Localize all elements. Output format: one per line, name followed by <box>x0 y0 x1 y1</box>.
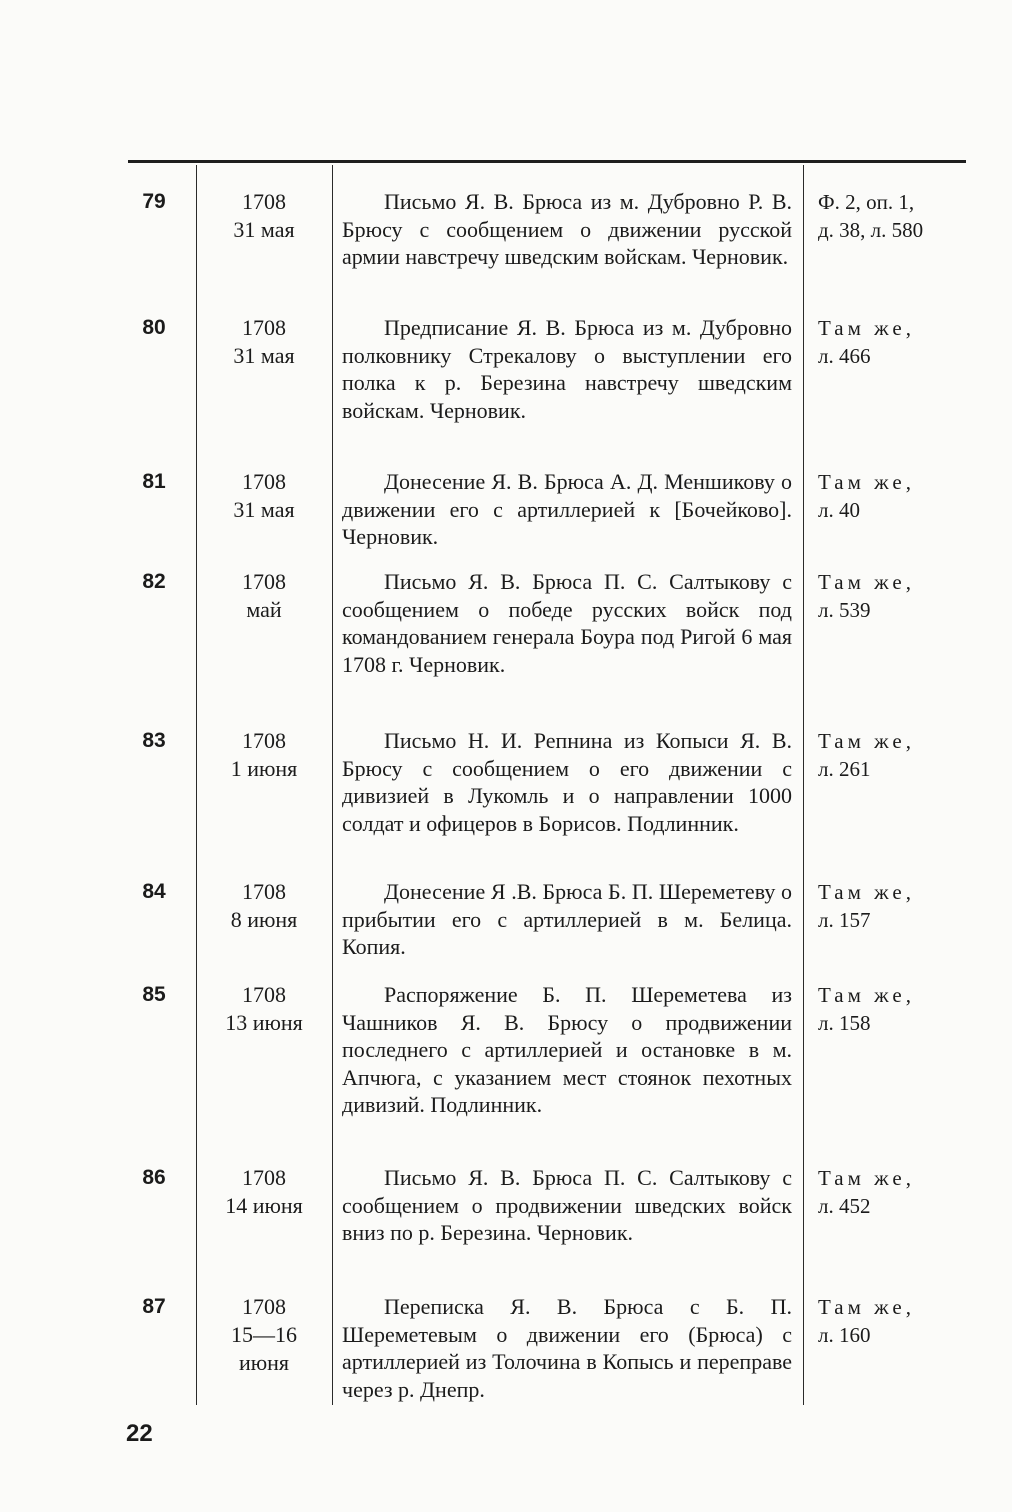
reference-line-1: Там же, <box>818 983 915 1007</box>
entry-reference <box>818 727 968 783</box>
entry-reference <box>818 468 968 524</box>
entry-description: Письмо Н. И. Репнина из Копыси Я. В. Брюсу с сообщением о его движении с дивизией в Лукомль и о направлении 1000 солдат и офицеров в Борисов. Подлинник. <box>342 728 792 836</box>
reference-line-2: л. 158 <box>818 1011 871 1035</box>
entry-day: 13 июня <box>225 1010 303 1035</box>
top-rule <box>128 160 966 163</box>
entry-year: 1708 <box>242 1165 286 1190</box>
entry-number: 83 <box>142 729 166 752</box>
entry-year: 1708 <box>242 879 286 904</box>
reference-line-2: л. 160 <box>818 1323 871 1347</box>
entry-number: 87 <box>142 1295 166 1318</box>
entry-reference <box>818 188 968 244</box>
entry-date <box>198 727 330 783</box>
entry-number: 79 <box>142 190 166 213</box>
entry-number: 86 <box>142 1166 166 1189</box>
entry-day: май <box>246 597 282 622</box>
entry-year: 1708 <box>242 982 286 1007</box>
entry-day: 8 июня <box>230 907 298 932</box>
reference-line-1: Там же, <box>818 880 915 904</box>
entry-date <box>198 468 330 524</box>
entry-description: Письмо Я. В. Брюса из м. Дубровно Р. В. Брюсу с сообщением о движении русской армии навстречу шведским войскам. Черновик. <box>342 189 792 269</box>
entry-date <box>198 314 330 370</box>
reference-line-2: л. 40 <box>818 498 860 522</box>
entry-date <box>198 878 330 934</box>
entry-day: 14 июня <box>225 1193 303 1218</box>
reference-line-1: Там же, <box>818 729 915 753</box>
entry-day: 31 мая <box>233 497 295 522</box>
entry-day: 31 мая <box>233 217 295 242</box>
entry-year: 1708 <box>242 315 286 340</box>
entry-year: 1708 <box>242 569 286 594</box>
column-divider <box>803 165 804 1405</box>
entry-description: Донесение Я. В. Брюса А. Д. Меншикову о движении его с артиллерией к [Бочейково]. Черновик. <box>342 469 792 549</box>
entry-date <box>198 1293 330 1377</box>
reference-line-1: Там же, <box>818 316 915 340</box>
entry-day: 15—16 <box>231 1322 297 1347</box>
reference-line-2: л. 466 <box>818 344 871 368</box>
entry-day: 31 мая <box>233 343 295 368</box>
reference-line-1: Там же, <box>818 1166 915 1190</box>
entry-description: Письмо Я. В. Брюса П. С. Салтыкову с сообщением о продвижении шведских войск вниз по р. Березина. Черновик. <box>342 1165 792 1245</box>
entry-number: 80 <box>142 316 166 339</box>
reference-line-2: л. 157 <box>818 908 871 932</box>
entry-year: 1708 <box>242 469 286 494</box>
page-number: 22 <box>126 1420 153 1447</box>
reference-line-2: л. 539 <box>818 598 871 622</box>
reference-line-1: Там же, <box>818 470 915 494</box>
entry-number: 81 <box>142 470 166 493</box>
entry-number: 85 <box>142 983 166 1006</box>
entry-date <box>198 981 330 1037</box>
entry-date <box>198 568 330 624</box>
entry-reference <box>818 314 968 370</box>
column-divider <box>196 165 197 1405</box>
entry-reference <box>818 878 968 934</box>
reference-line-1: Там же, <box>818 570 915 594</box>
column-divider <box>332 165 333 1405</box>
entry-reference <box>818 981 968 1037</box>
entry-reference <box>818 568 968 624</box>
entry-day-continued: июня <box>238 1350 290 1375</box>
entry-day: 1 июня <box>230 756 298 781</box>
reference-line-2: л. 452 <box>818 1194 871 1218</box>
entry-year: 1708 <box>242 1294 286 1319</box>
entry-year: 1708 <box>242 728 286 753</box>
entry-number: 84 <box>142 880 166 903</box>
entry-number: 82 <box>142 570 166 593</box>
entry-description: Донесение Я .В. Брюса Б. П. Шереметеву о прибытии его с артиллерией в м. Белица. Копия. <box>342 879 792 959</box>
entry-year: 1708 <box>242 189 286 214</box>
entry-description: Распоряжение Б. П. Шереметева из Чашников Я. В. Брюсу о продвижении последнего с артиллерией и остановке в м. Апчюга, с указанием мест стоянок пехотных дивизий. Подлинник. <box>342 982 792 1117</box>
entry-date <box>198 1164 330 1220</box>
entry-description: Предписание Я. В. Брюса из м. Дубровно полковнику Стрекалову о выступлении его полка к р. Березина навстречу шведским войскам. Черновик. <box>342 315 792 423</box>
entry-description: Переписка Я. В. Брюса с Б. П. Шереметевым о движении его (Брюса) с артиллерией из Толочина в Копысь и переправе через р. Днепр. <box>342 1294 792 1402</box>
reference-line-2: л. 261 <box>818 757 871 781</box>
entry-date <box>198 188 330 244</box>
reference-line-2: д. 38, л. 580 <box>818 218 924 242</box>
entry-description: Письмо Я. В. Брюса П. С. Салтыкову с сообщением о победе русских войск под командованием генерала Боура под Ригой 6 мая 1708 г. Черновик. <box>342 569 792 677</box>
reference-line-1: Там же, <box>818 1295 915 1319</box>
entry-reference <box>818 1293 968 1349</box>
reference-line-1: Ф. 2, оп. 1, <box>818 190 915 214</box>
entry-reference <box>818 1164 968 1220</box>
